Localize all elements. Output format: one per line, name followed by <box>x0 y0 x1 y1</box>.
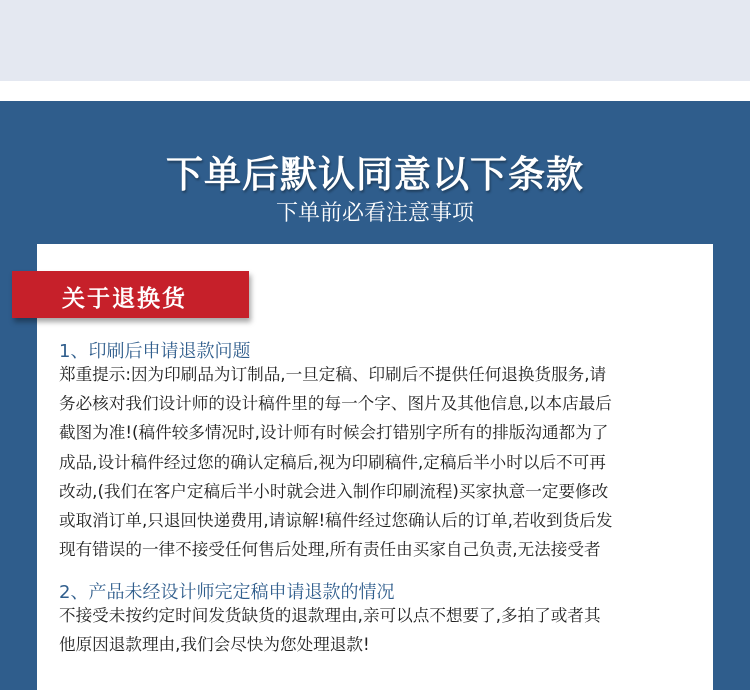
item1-paragraph <box>59 360 699 564</box>
item1-line: 务必核对我们设计师的设计稿件里的每一个字、图片及其他信息,以本店最后 <box>59 394 612 414</box>
item1-line: 截图为准!(稿件较多情况时,设计师有时候会打错别字所有的排版沟通都为了 <box>59 423 609 443</box>
item2-line: 不接受未按约定时间发货缺货的退款理由,亲可以点不想要了,多拍了或者其 <box>59 606 601 625</box>
item1-line: 成品,设计稿件经过您的确认定稿后,视为印刷稿件,定稿后半小时以后不可再 <box>59 452 606 472</box>
item1-line: 郑重提示:因为印刷品为订制品,一旦定稿、印刷后不提供任何退换货服务,请 <box>59 365 607 384</box>
item1-heading: 1、印刷后申请退款问题 <box>59 341 251 362</box>
page-title: 下单后默认同意以下条款 <box>166 153 584 196</box>
section-banner-label: 关于退换货 <box>62 286 187 312</box>
item2-paragraph <box>59 601 699 659</box>
item2-line: 他原因退款理由,我们会尽快为您处理退款! <box>59 635 370 655</box>
item1-line: 现有错误的一律不接受任何售后处理,所有责任由买家自己负责,无法接受者 <box>59 540 601 560</box>
item1-line: 或取消订单,只退回快递费用,请谅解!稿件经过您确认后的订单,若收到货后发 <box>59 510 613 530</box>
item1-line: 改动,(我们在客户定稿后半小时就会进入制作印刷流程)买家执意一定要修改 <box>59 481 609 501</box>
page-subtitle: 下单前必看注意事项 <box>275 201 474 226</box>
top-band <box>0 0 750 81</box>
section-banner <box>12 271 249 318</box>
item2-heading: 2、产品未经设计师完定稿申请退款的情况 <box>59 582 395 603</box>
